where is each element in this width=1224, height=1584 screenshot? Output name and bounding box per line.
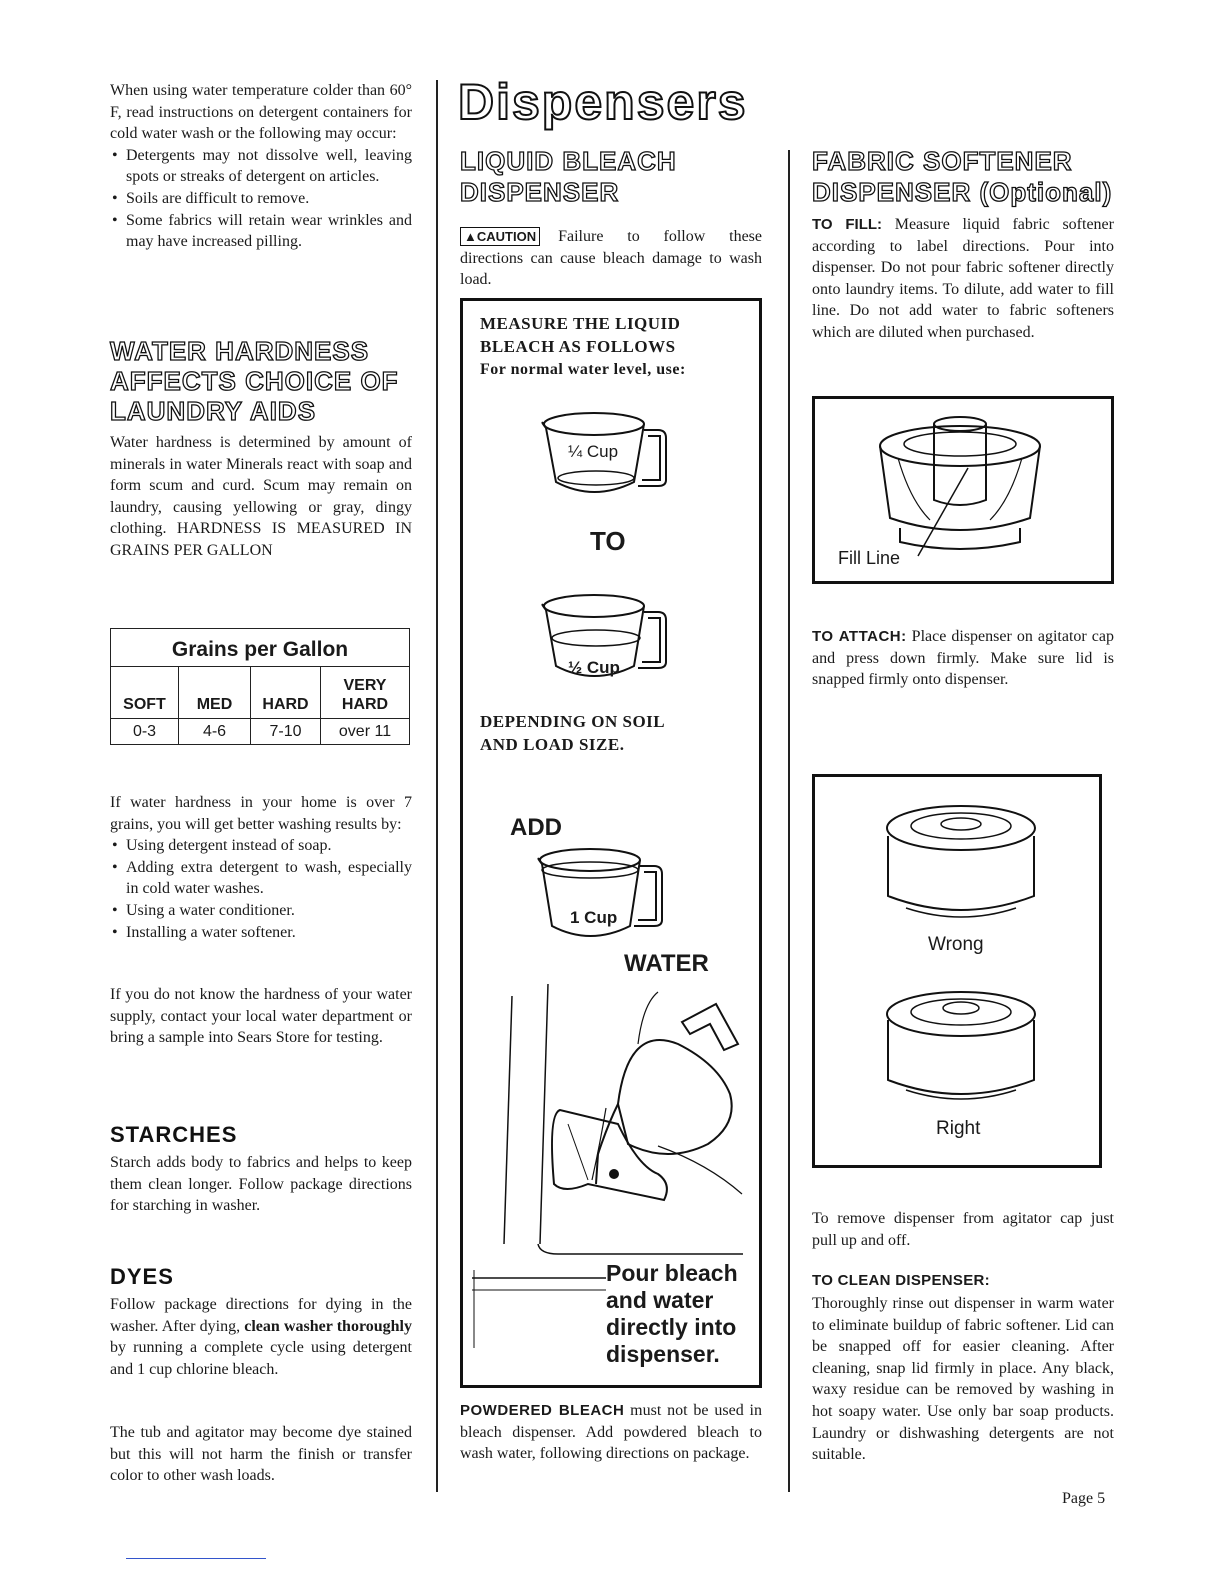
pouring-pitcher-illustration [468,984,758,1274]
grains-per-gallon-table [110,628,410,745]
liquid-bleach-heading: LIQUID BLEACH DISPENSER [460,146,677,207]
caution-text: Failure to follow these directions can cause bleach damage to wash load. [460,228,762,289]
page-number: Page 5 [1062,1490,1106,1507]
list-item: • Installing a water softener. [110,922,412,944]
softener-dispenser-fill-illustration [870,410,1050,560]
column-divider-right [788,150,790,1492]
fill-line-label: Fill Line [838,548,901,568]
page-title: Dispensers [458,74,748,130]
caution-block [460,226,762,291]
one-cup-label: 1 Cup [570,908,618,927]
list-item: • Adding extra detergent to wash, especially in cold water washes. [110,857,412,900]
to-clean-text: Thoroughly rinse out dispenser in warm water to eliminate buildup of fabric softener. Lid can be snapped off for easier cleaning. After cleaning, snap lid firmly in place. Any black, waxy residue can be removed by washing in hot soapy water. Use only bar soap products. Laundry or dishwashing detergents are not suitable. [812,1295,1114,1464]
footer-rule [126,1558,266,1559]
measure-heading: MEASURE THE LIQUID BLEACH AS FOLLOWS For normal water level, use: [480,314,686,378]
add-label: ADD [510,814,562,841]
over-7-bullets [110,835,412,943]
powdered-bleach-label: POWDERED BLEACH [460,1402,625,1419]
quarter-cup-label: ¼ Cup [568,442,619,461]
starches-text: Starch adds body to fabrics and helps to keep them clean longer. Follow package directions for starching in washer. [110,1154,412,1215]
left-column [110,80,412,253]
right-label: Right [936,1118,981,1139]
header-med: MED [179,667,251,719]
wrong-position-illustration [876,800,1046,930]
list-item: • Using detergent instead of soap. [110,835,412,857]
value-soft: 0-3 [111,719,179,745]
wrong-label: Wrong [928,934,984,955]
value-hard: 7-10 [251,719,321,745]
water-label: WATER [624,950,709,977]
header-soft: SOFT [111,667,179,719]
remove-dispenser-text: To remove dispenser from agitator cap just pull up and off. [812,1210,1114,1249]
pointer-line [470,1270,610,1350]
warning-triangle-icon: ▲ [464,229,477,244]
over-7-grains-section [110,792,412,943]
one-cup-icon [534,840,674,950]
to-label: TO [590,526,626,556]
to-clean-heading: TO CLEAN DISPENSER: [812,1272,990,1289]
powdered-bleach-text: POWDERED BLEACH must not be used in bleach dispenser. Add powdered bleach to wash water, following directions on package. [460,1402,762,1463]
pour-instruction: Pour bleach and water directly into dispenser. [606,1260,738,1367]
cold-water-intro: When using water temperature colder than 60° F, read instructions on detergent containers for cold water wash or the following may occur: [110,82,412,143]
header-very-hard: VERY HARD [321,667,410,719]
cold-water-bullets [110,145,412,253]
caution-badge: ▲CAUTION [460,227,540,246]
table-title: Grains per Gallon [111,629,410,667]
depending-text: DEPENDING ON SOIL AND LOAD SIZE. [480,712,666,754]
header-hard: HARD [251,667,321,719]
water-hardness-heading: WATER HARDNESS AFFECTS CHOICE OF LAUNDRY AIDS [110,336,399,426]
starches-heading: STARCHES [110,1122,238,1147]
to-fill-text: TO FILL: Measure liquid fabric softener according to label directions. Pour into dispenser. Do not pour fabric softener directly onto laundry items. To dilute, add water to fill line. Do not add water to fabric softeners which are diluted when purchased. [812,216,1114,341]
value-very-hard: over 11 [321,719,410,745]
right-position-illustration [876,986,1046,1116]
value-med: 4-6 [179,719,251,745]
list-item: • Using a water conditioner. [110,900,412,922]
fabric-softener-heading: FABRIC SOFTENER DISPENSER (Optional) [812,146,1113,207]
to-attach-text: TO ATTACH: Place dispenser on agitator cap and press down firmly. Make sure lid is snapped firmly onto dispenser. [812,628,1114,689]
dyes-heading: DYES [110,1264,174,1289]
list-item: • Detergents may not dissolve well, leaving spots or streaks of detergent on articles. [110,145,412,188]
unknown-hardness-text: If you do not know the hardness of your water supply, contact your local water department or bring a sample into Sears Store for testing. [110,986,412,1047]
column-divider-left [436,80,438,1492]
over-7-text: If water hardness in your home is over 7 grains, you will get better washing results by: [110,794,412,833]
list-item: • Some fabrics will retain wear wrinkles and may have increased pilling. [110,210,412,253]
water-hardness-text: Water hardness is determined by amount of minerals in water Minerals react with soap and form scum and curd. Scum may remain on laundry, causing yellowing or gray, dingy clothing. HARDNESS IS MEASURED IN GRAINS PER GALLON [110,434,412,559]
to-fill-label: TO FILL: [812,216,883,233]
tub-stain-text: The tub and agitator may become dye stained but this will not harm the finish or transfer color to other wash loads. [110,1424,412,1485]
half-cup-label: ½ Cup [568,658,620,677]
to-attach-label: TO ATTACH: [812,628,907,645]
dyes-text: Follow package directions for dying in the washer. After dying, clean washer thoroughly by running a complete cycle using detergent and 1 cup chlorine bleach. [110,1296,413,1378]
list-item: • Soils are difficult to remove. [110,188,412,210]
half-cup-icon [538,586,678,696]
